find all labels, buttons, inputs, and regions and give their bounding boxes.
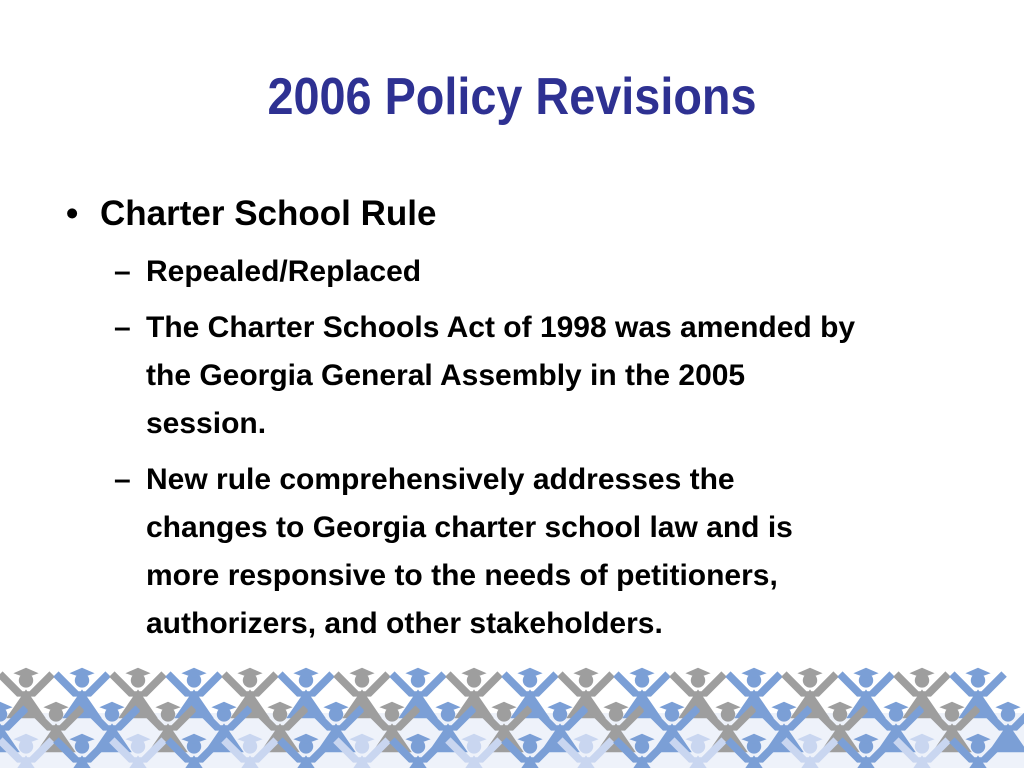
sub-bullet-item (60, 248, 856, 296)
bullet-glyph: • (66, 194, 79, 233)
dash-glyph: – (114, 311, 131, 344)
slide-body (60, 190, 960, 656)
slide-title: 2006 Policy Revisions (267, 68, 757, 126)
sub-bullet-list (60, 248, 960, 648)
dash-glyph: – (114, 463, 131, 496)
bullet-item (60, 190, 960, 238)
sub-bullet-text: New rule comprehensively addresses the changes to Georgia charter school law and is more responsive to the needs of petitioners, authorizers, and other stakeholders. (146, 463, 793, 640)
sub-bullet-item (60, 304, 856, 448)
dash-glyph: – (114, 255, 131, 288)
sub-bullet-item (60, 456, 856, 648)
graduation-figures-pattern (0, 658, 1024, 768)
bullet-text: Charter School Rule (100, 194, 437, 233)
sub-bullet-text: Repealed/Replaced (146, 255, 422, 288)
sub-bullet-text: The Charter Schools Act of 1998 was amended by the Georgia General Assembly in the 2005 session. (146, 311, 856, 440)
